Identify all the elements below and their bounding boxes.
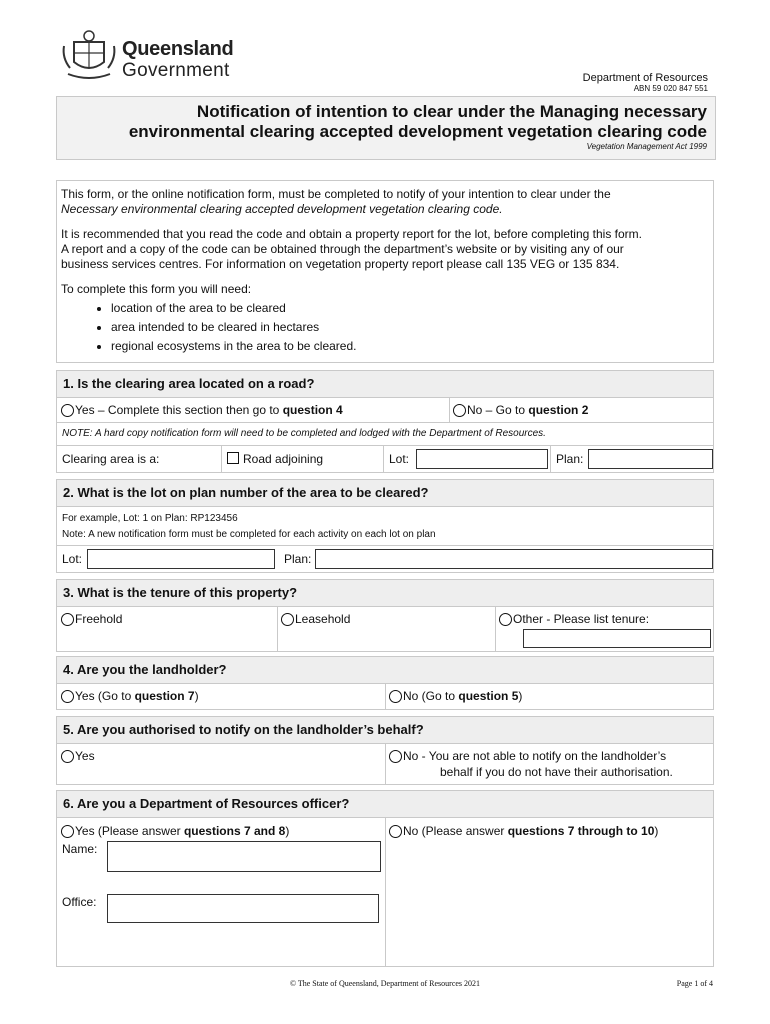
list-item: • regional ecosystems in the area to be cleared. [111,339,709,354]
q1-road-adjoining-label: Road adjoining [243,452,324,466]
q1-lot-input[interactable] [416,449,548,469]
divider [383,446,384,472]
question-5-options-row [57,744,713,784]
form-title [67,102,707,142]
q4-no-label-bold: question 5 [458,689,519,703]
q3-other-label: Other - Please list tenure: [513,612,650,626]
abn: ABN 59 020 847 551 [633,84,708,93]
question-2-info-row [57,507,713,546]
q6-office-label: Office: [62,895,97,909]
q1-yes-label: Yes – Complete this section then go to [75,403,283,417]
q3-other-radio[interactable] [499,613,512,626]
form-title-line1: Notification of intention to clear under the Managing necessary [196,102,707,121]
q6-yes-radio[interactable] [61,825,74,838]
q4-no-label: No (Go to [403,689,459,703]
q3-leasehold-radio[interactable] [281,613,294,626]
q1-yes-radio[interactable] [61,404,74,417]
q6-yes-label-end: ) [285,824,290,838]
q2-note: Note: A new notification form must be completed for each activity on each lot on plan [62,529,436,540]
divider [449,398,450,422]
intro-p2c: business services centres. For information on vegetation property report please call 135 VEG or 135 834. [61,257,620,271]
intro-box [56,180,714,363]
q3-other-option[interactable] [499,612,649,626]
q3-leasehold-label: Leasehold [295,612,351,626]
question-2-heading: 2. What is the lot on plan number of the area to be cleared? [57,480,713,507]
q4-yes-radio[interactable] [61,690,74,703]
q1-no-option[interactable] [453,403,588,417]
q5-yes-radio[interactable] [61,750,74,763]
q3-freehold-radio[interactable] [61,613,74,626]
q1-no-label: No – Go to [467,403,529,417]
divider [221,446,222,472]
q5-yes-label: Yes [75,749,95,763]
q2-example: For example, Lot: 1 on Plan: RP123456 [62,513,238,524]
question-6-section [56,790,714,967]
divider [385,818,386,966]
q3-leasehold-option[interactable] [281,612,350,626]
act-name: Vegetation Management Act 1999 [586,142,707,151]
list-item: • location of the area to be cleared [111,301,709,316]
q2-lot-label: Lot: [62,552,83,566]
q1-yes-option[interactable] [61,403,343,417]
q1-clearing-label: Clearing area is a: [62,452,160,466]
q6-yes-label-bold: questions 7 and 8 [183,824,286,838]
intro-p2b: A report and a copy of the code can be obtained through the department’s website or by visiting any of our [61,242,624,256]
q2-lot-input[interactable] [87,549,275,569]
qld-government-logo [60,28,260,86]
intro-p1a: This form, or the online notification form, must be completed to notify of your intention to clear under the [61,187,611,201]
question-1-options-row [57,398,713,423]
question-5-heading: 5. Are you authorised to notify on the landholder’s behalf? [57,717,713,744]
form-title-line2: environmental clearing accepted development vegetation clearing code [128,122,707,141]
q1-yes-label-bold: question 4 [282,403,343,417]
intro-p1b: Necessary environmental clearing accepted development vegetation clearing code. [61,202,503,216]
q6-yes-option[interactable] [61,824,289,838]
divider [385,744,386,784]
q1-note: NOTE: A hard copy notification form will need to be completed and lodged with the Department of Resources. [62,428,546,439]
q4-yes-label-end: ) [194,689,199,703]
q6-no-radio[interactable] [389,825,402,838]
q3-freehold-label: Freehold [75,612,123,626]
requirements-list [61,301,709,354]
question-4-options-row [57,684,713,709]
footer-copyright: © The State of Queensland, Department of Resources 2021 [289,979,481,988]
question-2-section [56,479,714,573]
q1-lot-label: Lot: [389,452,410,466]
q5-no-label-line2: behalf if you do not have their authorisation. [440,765,673,779]
intro-p2 [61,227,709,272]
logo-text-queensland: Queensland [122,38,234,60]
question-6-heading: 6. Are you a Department of Resources officer? [57,791,713,818]
q5-no-option[interactable] [389,749,666,763]
intro-p2a: It is recommended that you read the code and obtain a property report for the lot, before completing this form. [61,227,642,241]
coat-of-arms-icon [60,28,118,84]
question-1-note-row [57,423,713,446]
intro-p1 [61,187,709,217]
question-2-fields-row [57,546,713,572]
q6-yes-label: Yes (Please answer [75,824,184,838]
question-4-heading: 4. Are you the landholder? [57,657,713,684]
q6-name-label: Name: [62,842,98,856]
divider [385,684,386,709]
divider [277,607,278,651]
q5-no-radio[interactable] [389,750,402,763]
q2-plan-label: Plan: [284,552,312,566]
q6-name-input[interactable] [107,841,381,872]
question-1-details-row [57,446,713,472]
question-3-heading: 3. What is the tenure of this property? [57,580,713,607]
q4-no-label-end: ) [518,689,523,703]
q6-no-label: No (Please answer [403,824,508,838]
q4-yes-option[interactable] [61,689,199,703]
q1-road-adjoining-option[interactable] [227,452,323,466]
q1-no-label-bold: question 2 [528,403,589,417]
divider [495,607,496,651]
question-5-section [56,716,714,785]
q2-plan-input[interactable] [315,549,713,569]
q4-yes-label: Yes (Go to [75,689,135,703]
q1-plan-label: Plan: [556,452,584,466]
page-number: Page 1 of 4 [676,979,713,988]
question-3-options-row [57,607,713,651]
q4-yes-label-bold: question 7 [134,689,195,703]
q1-road-adjoining-checkbox[interactable] [227,452,239,464]
list-item: • area intended to be cleared in hectares [111,320,709,335]
q6-no-label-bold: questions 7 through to 10 [507,824,655,838]
q5-no-label-line1: No - You are not able to notify on the landholder’s [403,749,667,763]
q3-freehold-option[interactable] [61,612,122,626]
q4-no-radio[interactable] [389,690,402,703]
question-1-section [56,370,714,473]
q1-no-radio[interactable] [453,404,466,417]
title-box [56,96,716,160]
question-6-options-row [57,818,713,966]
q4-no-option[interactable] [389,689,522,703]
logo-text-government: Government [122,60,230,81]
q6-office-input[interactable] [107,894,379,923]
q1-plan-input[interactable] [588,449,713,469]
q3-other-tenure-input[interactable] [523,629,711,648]
intro-p3: To complete this form you will need: [61,282,252,296]
question-3-section [56,579,714,652]
q5-yes-option[interactable] [61,749,95,763]
q6-no-label-end: ) [654,824,659,838]
department-name: Department of Resources [582,72,708,84]
question-4-section [56,656,714,710]
divider [550,446,551,472]
question-1-heading: 1. Is the clearing area located on a road? [57,371,713,398]
q6-no-option[interactable] [389,824,658,838]
